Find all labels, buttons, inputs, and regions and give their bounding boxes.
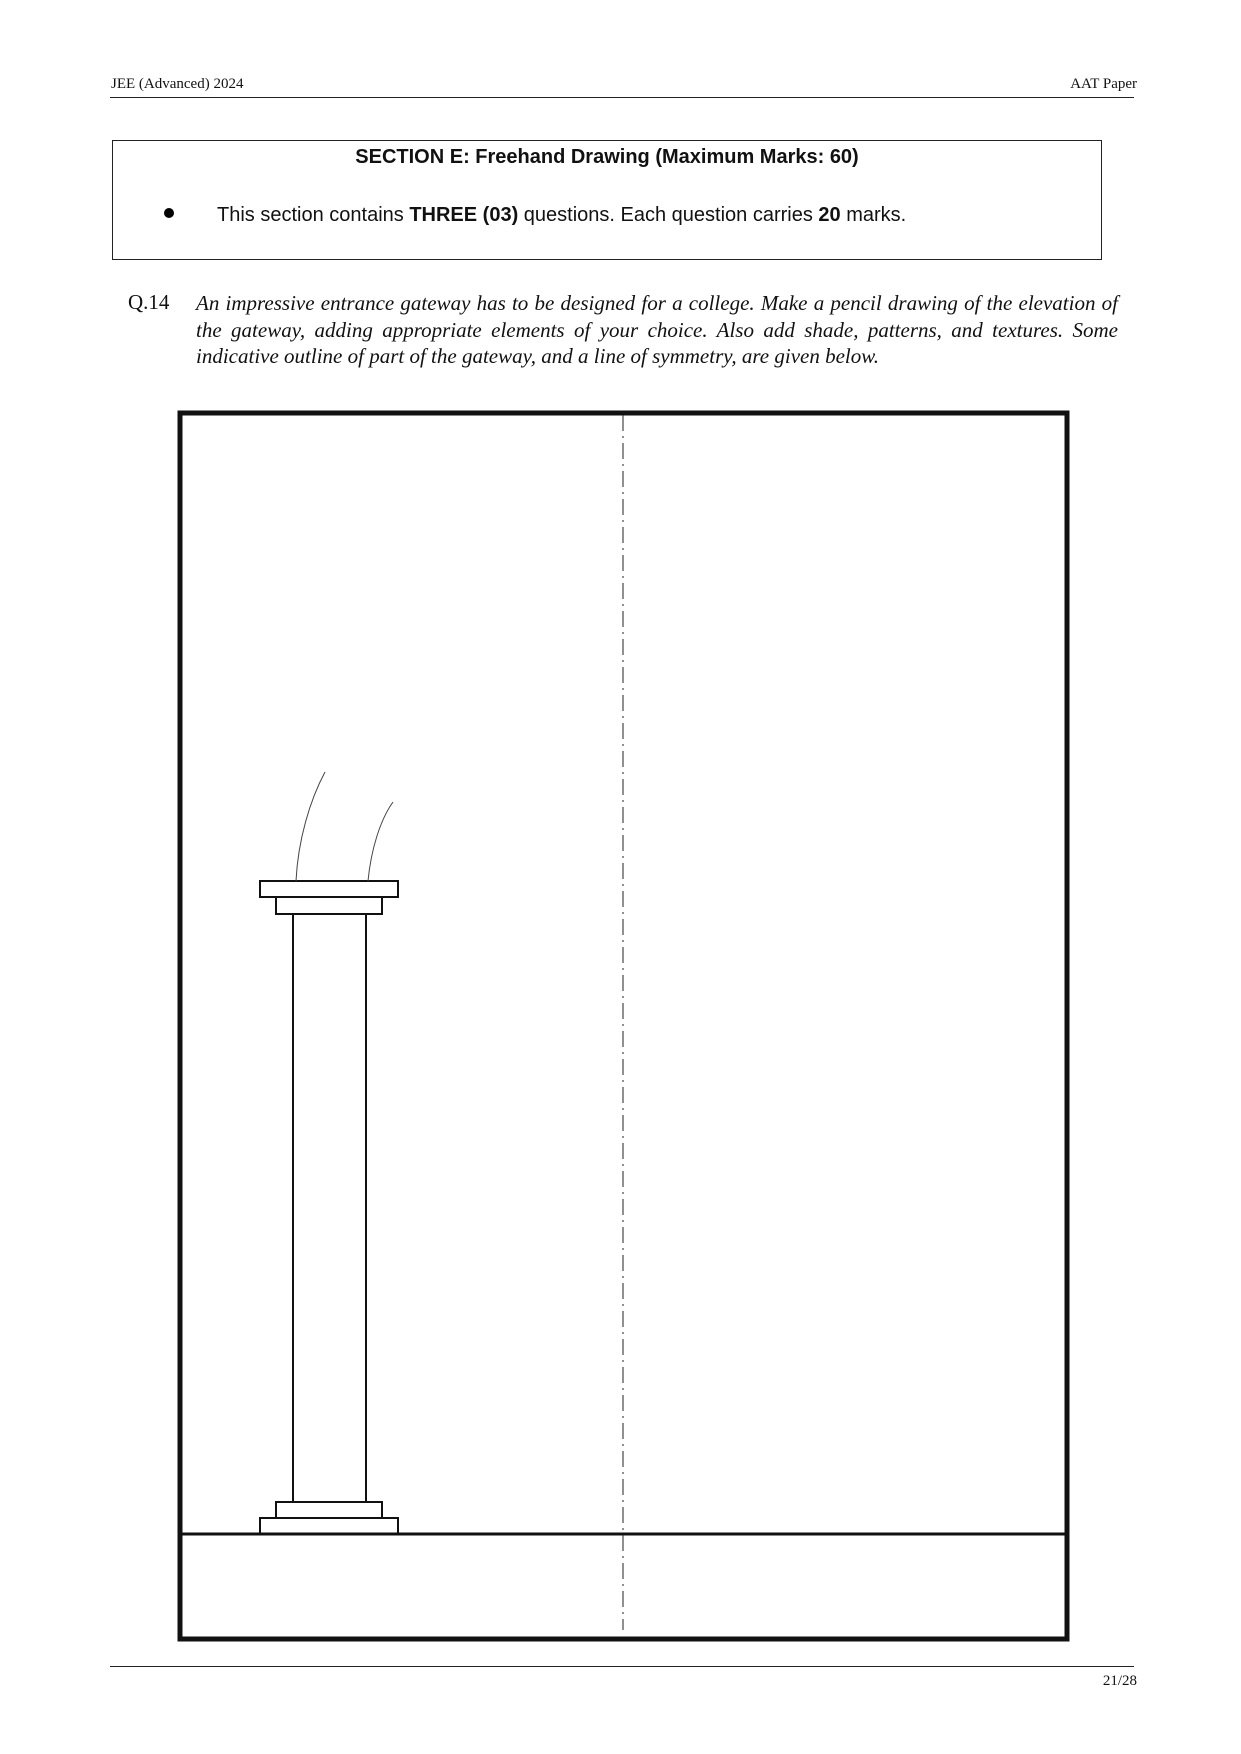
column-shaft — [293, 914, 366, 1502]
arch-guide-curve-left — [296, 772, 325, 881]
header-exam-title: JEE (Advanced) 2024 — [111, 76, 244, 92]
instruction-prefix: This section contains — [217, 204, 410, 226]
marks-per-question: 20 — [818, 204, 841, 226]
column-base-top — [276, 1502, 382, 1518]
footer-divider — [110, 1666, 1134, 1667]
page-number: 21/28 — [1102, 1673, 1137, 1689]
question-count: THREE (03) — [409, 204, 519, 226]
instruction-middle: questions. Each question carries — [518, 204, 819, 226]
instruction-suffix: marks. — [840, 204, 907, 226]
column-base-bottom — [260, 1518, 398, 1534]
column-outline — [260, 881, 398, 1534]
question-text: An impressive entrance gateway has to be designed for a college. Make a pencil drawing of the elevation of the gateway, adding appropriate elements of your choice. Also add shade, patterns, and textures. Some indicative outline of part of the gateway, and a line of symmetry, are given below. — [196, 291, 1118, 368]
header-paper-name: AAT Paper — [1070, 76, 1137, 92]
arch-guide-curve-right — [368, 802, 393, 881]
question-number: Q.14 — [128, 290, 170, 314]
column-capital-bottom — [276, 897, 382, 914]
column-capital-top — [260, 881, 398, 897]
section-title: SECTION E: Freehand Drawing (Maximum Marks: 60) — [355, 146, 859, 168]
